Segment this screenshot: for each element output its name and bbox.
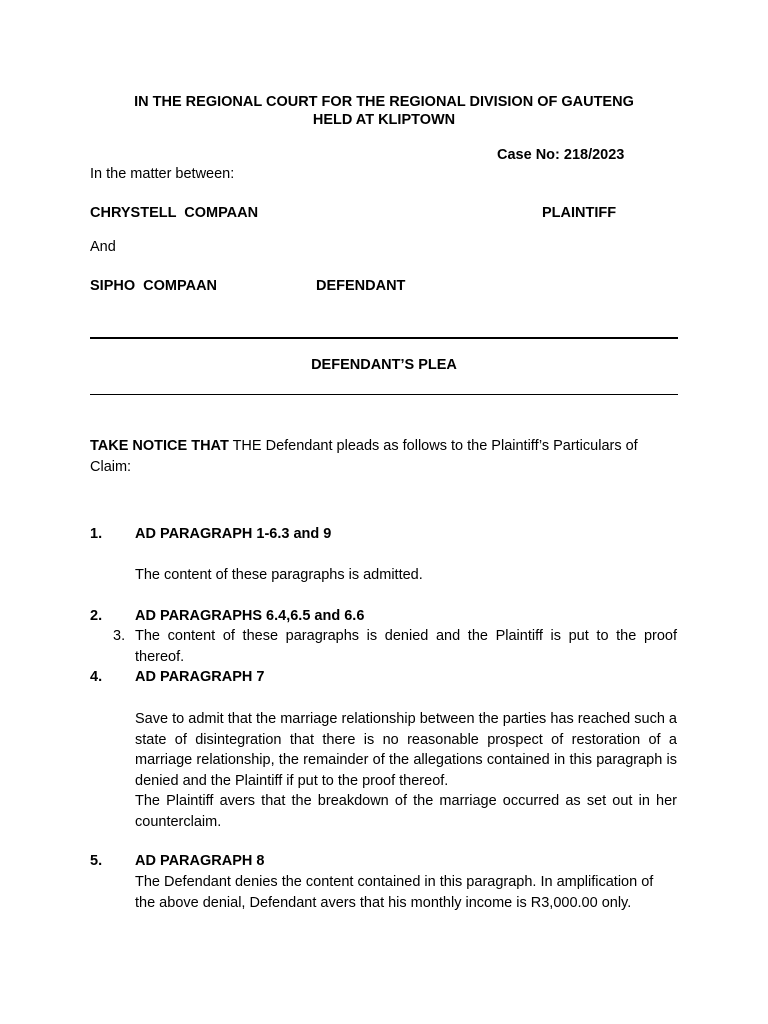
section-heading: AD PARAGRAPHS 6.4,6.5 and 6.6 bbox=[135, 608, 365, 624]
section-body-continued: The Plaintiff avers that the breakdown of the marriage occurred as set out in her counterclaim. bbox=[135, 793, 677, 830]
section-number: 4. bbox=[90, 669, 103, 685]
notice-text: THE Defendant pleads as follows to the Plaintiff’s Particulars of Claim: bbox=[90, 438, 638, 475]
case-number-value: : 218/2023 bbox=[555, 147, 625, 163]
section-heading: AD PARAGRAPH 8 bbox=[135, 853, 265, 869]
notice-lead: TAKE NOTICE THAT bbox=[90, 438, 229, 454]
matter-intro: In the matter between: bbox=[90, 166, 235, 182]
defendant-role: DEFENDANT bbox=[316, 278, 406, 294]
section-number: 1. bbox=[90, 526, 103, 542]
document-title: DEFENDANT’S PLEA bbox=[311, 357, 457, 373]
divider-top bbox=[90, 337, 678, 339]
case-number-label: Case No bbox=[497, 147, 556, 163]
court-heading-line1: IN THE REGIONAL COURT FOR THE REGIONAL DIVISION OF GAUTENG bbox=[134, 94, 634, 110]
section-body: The content of these paragraphs is admitted. bbox=[135, 567, 423, 583]
plaintiff-name: CHRYSTELL COMPAAN bbox=[90, 205, 259, 221]
and-text: And bbox=[90, 239, 116, 255]
section-body: Save to admit that the marriage relationship between the parties has reached such a state of disintegration that there is no reasonable prospect of restoration of a marriage relationship, the remainder of the allegations contained in this paragraph is denied and the Plaintiff if put to the proof thereof. bbox=[135, 711, 677, 789]
sub-number: 3. bbox=[113, 628, 126, 644]
section-body: The content of these paragraphs is denied and the Plaintiff is put to the proof thereof. bbox=[135, 628, 677, 665]
section-heading: AD PARAGRAPH 1-6.3 and 9 bbox=[135, 526, 332, 542]
section-body: The Defendant denies the content contained in this paragraph. In amplification of the above denial, Defendant avers that his monthly income is R3,000.00 only. bbox=[135, 874, 654, 911]
court-heading-line2: HELD AT KLIPTOWN bbox=[312, 112, 456, 128]
case-number bbox=[497, 147, 624, 163]
plaintiff-role: PLAINTIFF bbox=[542, 205, 617, 221]
notice-paragraph bbox=[90, 436, 678, 477]
section-heading: AD PARAGRAPH 7 bbox=[135, 669, 265, 685]
divider-bottom bbox=[90, 394, 678, 395]
defendant-name: SIPHO COMPAAN bbox=[90, 278, 218, 294]
section-number: 2. bbox=[90, 608, 103, 624]
section-number: 5. bbox=[90, 853, 103, 869]
